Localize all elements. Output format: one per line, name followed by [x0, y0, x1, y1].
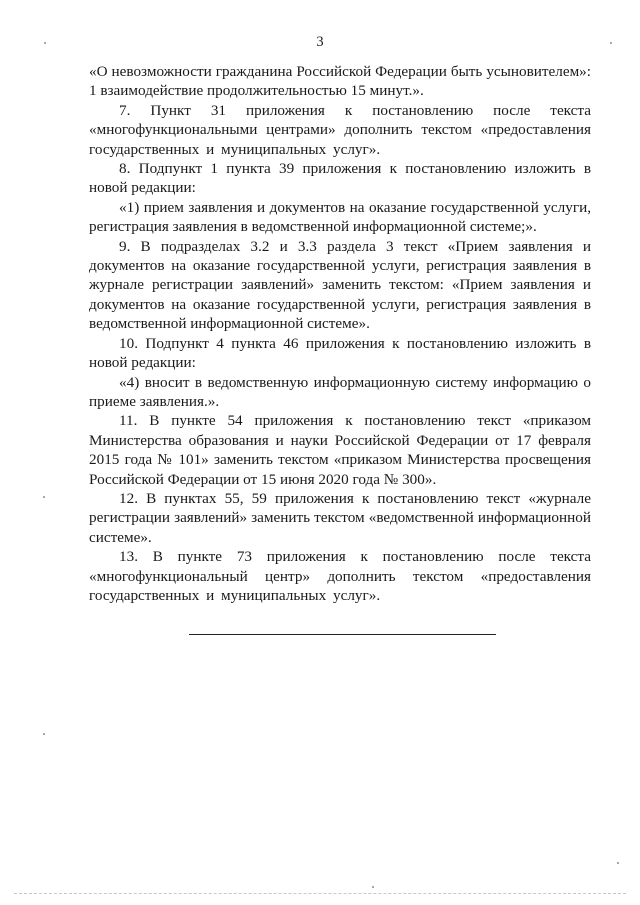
paragraph-item-9: 9. В подразделах 3.2 и 3.3 раздела 3 текст «Прием заявления и документов на оказание государственной услуги, регистрация заявления в журнале регистрации заявлений» заменить текстом: «Прием заявления и документов на оказание государственной услуги, регистрация заявления в ведомственной информационной системе».	[89, 237, 591, 333]
scan-speck	[610, 42, 612, 44]
paragraph-item-10: 10. Подпункт 4 пункта 46 приложения к постановлению изложить в новой редакции:	[89, 334, 591, 372]
paragraph-item-7: 7. Пункт 31 приложения к постановлению после текста «многофункциональными центрами» дополнить текстом «предоставления государственных и муниципальных услуг».	[89, 101, 591, 158]
paragraph-item-11: 11. В пункте 54 приложения к постановлению текст «приказом Министерства образования и науки Российской Федерации от 17 февраля 2015 года № 101» заменить текстом «приказом Министерства просвещения Российской Федерации от 15 июня 2020 года № 300».	[89, 412, 591, 488]
paragraph-item-12: 12. В пунктах 55, 59 приложения к постановлению текст «журнале регистрации заявлений» заменить текстом «ведомственной информационной системе».	[89, 489, 591, 546]
page-number: 3	[316, 34, 324, 50]
document-body	[89, 62, 591, 605]
closing-separator-line	[189, 634, 496, 635]
paragraph-item-13: 13. В пункте 73 приложения к постановлению после текста «многофункциональный центр» дополнить текстом «предоставления государственных и муниципальных услуг».	[89, 548, 591, 604]
scan-speck	[44, 42, 46, 44]
paragraph-item-8: 8. Подпункт 1 пункта 39 приложения к постановлению изложить в новой редакции:	[89, 160, 591, 197]
scan-speck	[43, 496, 45, 498]
scan-edge-artifact	[14, 893, 626, 894]
paragraph-quote-subitem-4: «4) вносит в ведомственную информационную систему информацию о приеме заявления.».	[89, 373, 591, 410]
paragraph-continuation: «О невозможности гражданина Российской Федерации быть усыновителем»: 1 взаимодействие продолжительностью 15 минут.».	[89, 63, 591, 100]
scan-speck	[617, 862, 619, 864]
scan-speck	[372, 886, 374, 888]
scan-speck	[43, 733, 45, 735]
paragraph-quote-subitem-1: «1) прием заявления и документов на оказание государственной услуги, регистрация заявления в ведомственной информационной системе;».	[89, 198, 591, 236]
